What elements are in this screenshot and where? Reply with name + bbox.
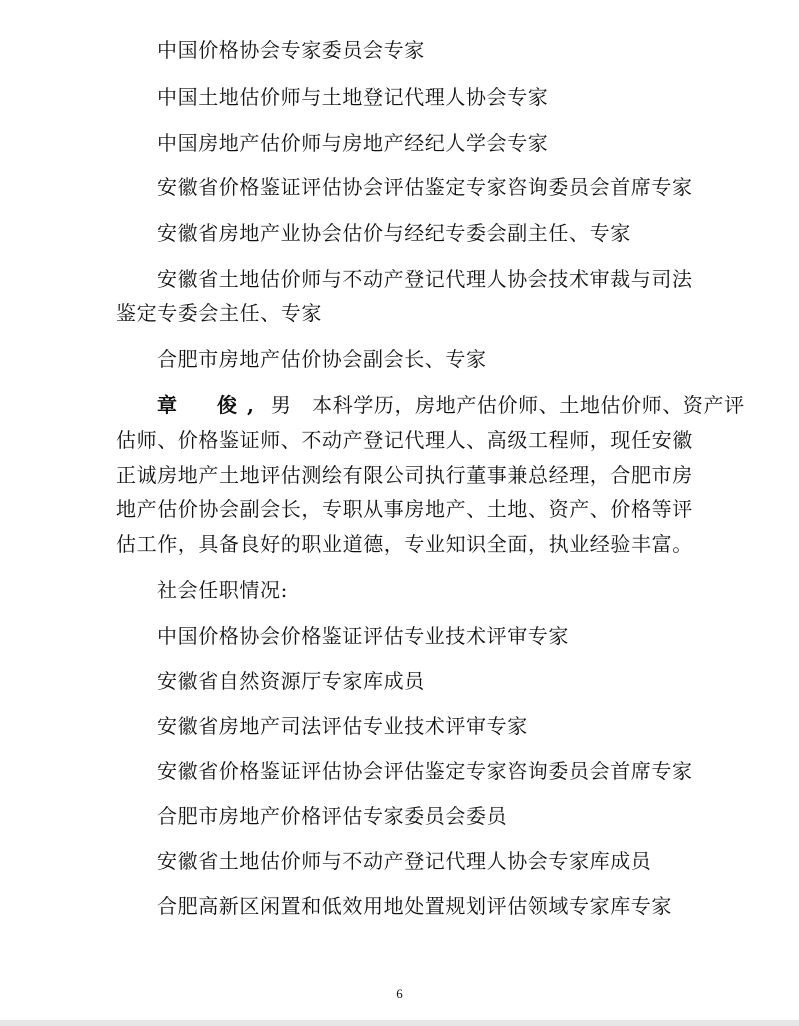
list-item-line2: 鉴定专委会主任、专家 (116, 301, 322, 325)
position-item: 安徽省房地产司法评估专业技术评审专家 (157, 714, 528, 738)
list-item-line1: 安徽省土地估价师与不动产登记代理人协会技术审裁与司法 (157, 267, 693, 291)
list-item: 安徽省价格鉴证评估协会评估鉴定专家咨询委员会首席专家 (157, 175, 693, 199)
list-item: 合肥市房地产估价协会副会长、专家 (157, 347, 487, 371)
page-number: 6 (396, 986, 403, 1001)
position-item: 安徽省土地估价师与不动产登记代理人协会专家库成员 (157, 849, 652, 873)
bio-line: 地产估价协会副会长，专职从事房地产、土地、资产、价格等评 (116, 497, 693, 521)
page-bottom-edge (0, 1020, 799, 1026)
position-item: 合肥高新区闲置和低效用地处置规划评估领域专家库专家 (157, 894, 672, 918)
bio-line: 正诚房地产土地评估测绘有限公司执行董事兼总经理，合肥市房 (116, 463, 693, 487)
position-item: 合肥市房地产价格评估专家委员会委员 (157, 804, 508, 828)
list-item: 中国土地估价师与土地登记代理人协会专家 (157, 85, 549, 109)
position-item: 安徽省价格鉴证评估协会评估鉴定专家咨询委员会首席专家 (157, 759, 693, 783)
bio-first-line (157, 393, 745, 417)
position-item: 安徽省自然资源厅专家库成员 (157, 669, 425, 693)
list-item: 中国价格协会专家委员会专家 (157, 38, 425, 62)
bio-line: 估工作，具备良好的职业道德，专业知识全面，执业经验丰富。 (116, 532, 693, 556)
position-item: 中国价格协会价格鉴证评估专业技术评审专家 (157, 624, 569, 648)
list-item: 中国房地产估价师与房地产经纪人学会专家 (157, 131, 549, 155)
section-heading: 社会任职情况: (157, 578, 288, 602)
bio-text: 男 本科学历，房地产估价师、土地估价师、资产评 (263, 393, 745, 417)
bio-line: 估师、价格鉴证师、不动产登记代理人、高级工程师，现任安徽 (116, 428, 693, 452)
person-name: 章 俊, (157, 393, 264, 417)
list-item: 安徽省房地产业协会估价与经纪专委会副主任、专家 (157, 221, 631, 245)
